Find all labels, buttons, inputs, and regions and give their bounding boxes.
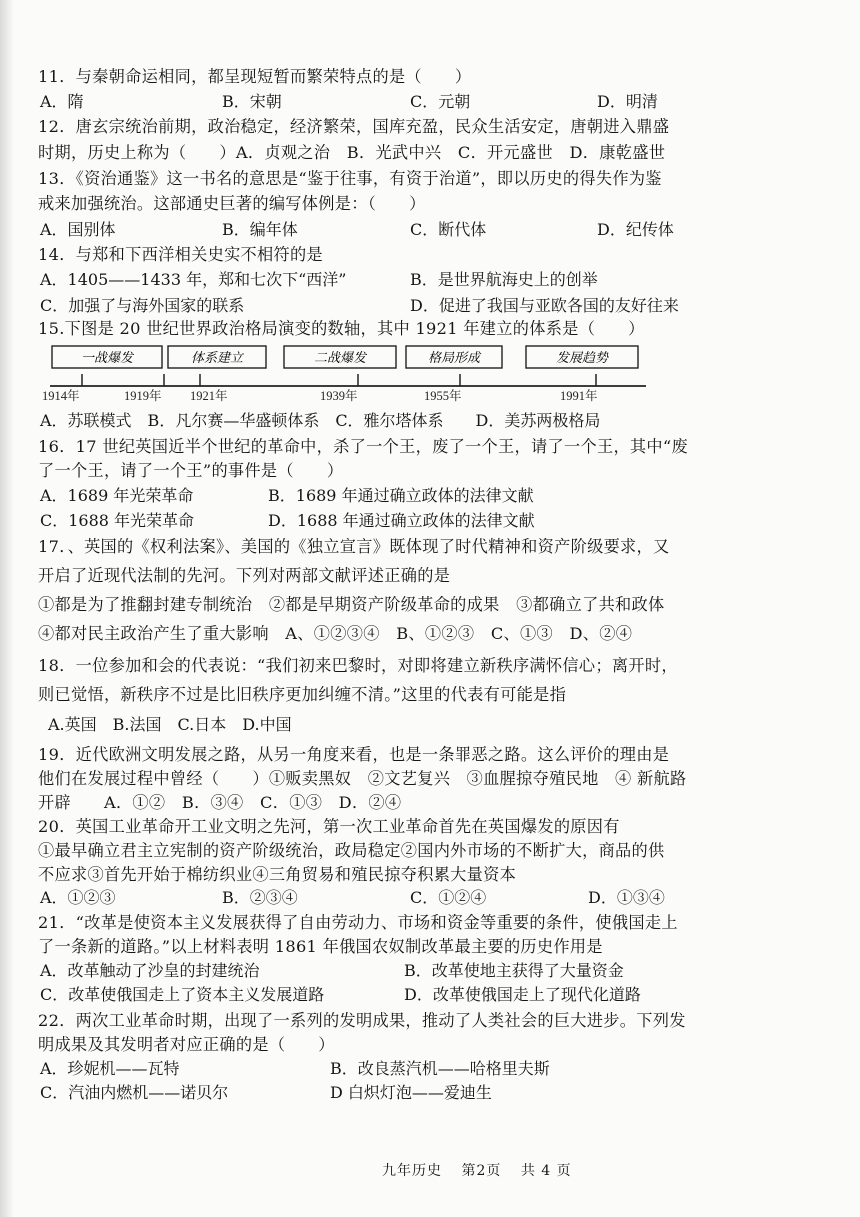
q17-line-3: ①都是为了推翻封建专制统治 ②都是早期资产阶级革命的成果 ③都确立了共和政体 [38, 595, 665, 614]
q12-line-1: 12．唐玄宗统治前期，政治稳定，经济繁荣，国库充盈，民众生活安定，唐朝进入鼎盛 [38, 117, 670, 136]
q22-line-2: 明成果及其发明者对应正确的是（ ） [38, 1035, 335, 1054]
q16-line-1: 16．17 世纪英国近半个世纪的革命中，杀了一个王，废了一个王，请了一个王，其中“废 [38, 437, 688, 456]
q11-option-d: D．明清 [597, 92, 658, 111]
q16-option-c: C．1688 年光荣革命 [40, 511, 195, 530]
q11-stem: 11．与秦朝命运相同，都呈现短暂而繁荣特点的是（ ） [38, 67, 472, 86]
timeline-box-ww2 [284, 346, 396, 368]
q11-option-c: C．元朝 [410, 92, 471, 111]
timeline-box-pattern [406, 346, 502, 368]
q19-line-3: 开辟 A．①② B．③④ C．①③ D．②④ [38, 793, 402, 812]
q21-line-2: 了一条新的道路。”以上材料表明 1861 年俄国农奴制改革最主要的历史作用是 [38, 937, 603, 956]
q22-option-c: C．汽油内燃机——诺贝尔 [40, 1083, 229, 1102]
timeline-year: 1914年 [42, 389, 80, 403]
q19-line-1: 19．近代欧洲文明发展之路，从另一角度来看，也是一条罪恶之路。这么评价的理由是 [38, 745, 670, 764]
q21-option-b: B．改革使地主获得了大量资金 [404, 961, 624, 980]
q16-option-b: B．1689 年通过确立政体的法律文献 [268, 486, 534, 505]
q13-option-b: B．编年体 [222, 220, 298, 239]
timeline-year: 1955年 [424, 389, 462, 403]
timeline-box-label: 一战爆发 [80, 350, 134, 365]
q11-option-b: B．宋朝 [222, 92, 282, 111]
q16-option-a: A．1689 年光荣革命 [40, 486, 194, 505]
page-footer [382, 1160, 586, 1180]
q13-line-2: 戒来加强统治。这部通史巨著的编写体例是：（ ） [38, 194, 426, 213]
q22-option-a: A．珍妮机——瓦特 [40, 1059, 180, 1078]
timeline-year: 1991年 [560, 389, 598, 403]
q20-option-a: A．①②③ [40, 888, 116, 907]
q14-option-b: B．是世界航海史上的创举 [410, 270, 598, 289]
q11-option-a: A．隋 [40, 92, 84, 111]
q21-option-d: D．改革使俄国走上了现代化道路 [404, 985, 641, 1004]
q14-option-c: C．加强了与海外国家的联系 [40, 296, 245, 315]
q17-line-1: 17．、英国的《权利法案》、美国的《独立宣言》既体现了时代精神和资产阶级要求，又 [38, 537, 670, 556]
timeline-year: 1919年 [124, 389, 162, 403]
q22-line-1: 22．两次工业革命时期，出现了一系列的发明成果，推动了人类社会的巨大进步。下列发 [38, 1011, 686, 1030]
q18-options: A.英国 B.法国 C.日本 D.中国 [48, 715, 292, 734]
q18-line-2: 则已觉悟，新秩序不过是比旧秩序更加纠缠不清。”这里的代表有可能是指 [38, 685, 567, 704]
q15-stem: 15.下图是 20 世纪世界政治格局演变的数轴，其中 1921 年建立的体系是（ ） [38, 319, 645, 338]
timeline-year: 1921年 [190, 389, 228, 403]
q22-option-d: D 白炽灯泡——爱迪生 [330, 1083, 492, 1102]
q15-options: A．苏联模式 B．凡尔赛—华盛顿体系 C．雅尔塔体系 D．美苏两极格局 [40, 411, 601, 430]
timeline-box-label: 体系建立 [190, 350, 244, 365]
q13-option-d: D．纪传体 [597, 220, 674, 239]
timeline-box-trend [526, 346, 638, 368]
timeline-box-ww1 [52, 346, 162, 368]
q20-option-c: C．①②④ [410, 888, 487, 907]
q13-option-c: C．断代体 [410, 220, 487, 239]
timeline-box-label: 二战爆发 [313, 350, 367, 365]
q12-line-2: 时期，历史上称为（ ）A．贞观之治 B．光武中兴 C．开元盛世 D．康乾盛世 [38, 143, 666, 162]
timeline-box-system [168, 346, 266, 368]
footer-total-pages: 共 4 页 [520, 1163, 572, 1179]
q22-option-b: B．改良蒸汽机——哈格里夫斯 [330, 1059, 550, 1078]
q18-line-1: 18．一位参加和会的代表说：“我们初来巴黎时，对即将建立新秩序满怀信心；离开时， [38, 656, 678, 675]
q14-option-d: D．促进了我国与亚欧各国的友好往来 [410, 296, 679, 315]
q19-line-2: 他们在发展过程中曾经（ ）①贩卖黑奴 ②文艺复兴 ③血腥掠夺殖民地 ④ 新航路 [38, 769, 687, 788]
q14-option-a: A．1405——1433 年，郑和七次下“西洋” [40, 270, 347, 289]
q20-line-2: ①最早确立君主立宪制的资产阶级统治，政局稳定②国内外市场的不断扩大，商品的供 [38, 841, 665, 860]
q16-line-2: 了一个王，请了一个王”的事件是（ ） [38, 461, 344, 480]
timeline-box-label: 格局形成 [427, 350, 481, 365]
q20-line-3: 不应求③首先开始于棉纺织业④三角贸易和殖民掠夺积累大量资本 [38, 865, 517, 884]
q21-option-c: C．改革使俄国走上了资本主义发展道路 [40, 985, 325, 1004]
timeline-year: 1939年 [320, 389, 358, 403]
q21-option-a: A．改革触动了沙皇的封建统治 [40, 961, 260, 980]
q20-line-1: 20．英国工业革命开工业文明之先河，第一次工业革命首先在英国爆发的原因有 [38, 817, 620, 836]
q16-option-d: D．1688 年通过确立政体的法律文献 [268, 511, 535, 530]
timeline-ticks [82, 374, 596, 386]
q17-line-4: ④都对民主政治产生了重大影响 A、①②③④ B、①②③ C、①③ D、②④ [38, 624, 633, 643]
q20-option-d: D．①③④ [588, 888, 665, 907]
q21-line-1: 21．“改革是使资本主义发展获得了自由劳动力、市场和资金等重要的条件，使俄国走上 [38, 913, 678, 932]
q15-timeline-diagram [40, 340, 660, 410]
scan-edge-shadow [0, 0, 14, 1217]
q20-option-b: B．②③④ [222, 888, 298, 907]
q13-option-a: A．国别体 [40, 220, 116, 239]
footer-page-number: 第2页 [461, 1163, 502, 1179]
footer-subject: 九年历史 [382, 1163, 442, 1179]
q14-stem: 14．与郑和下西洋相关史实不相符的是 [38, 245, 323, 264]
q13-line-1: 13．《资治通鉴》这一书名的意思是“鉴于往事，有资于治道”，即以历史的得失作为鉴 [38, 169, 662, 188]
timeline-box-label: 发展趋势 [555, 350, 609, 365]
q17-line-2: 开启了近现代法制的先河。下列对两部文献评述正确的是 [38, 566, 451, 585]
